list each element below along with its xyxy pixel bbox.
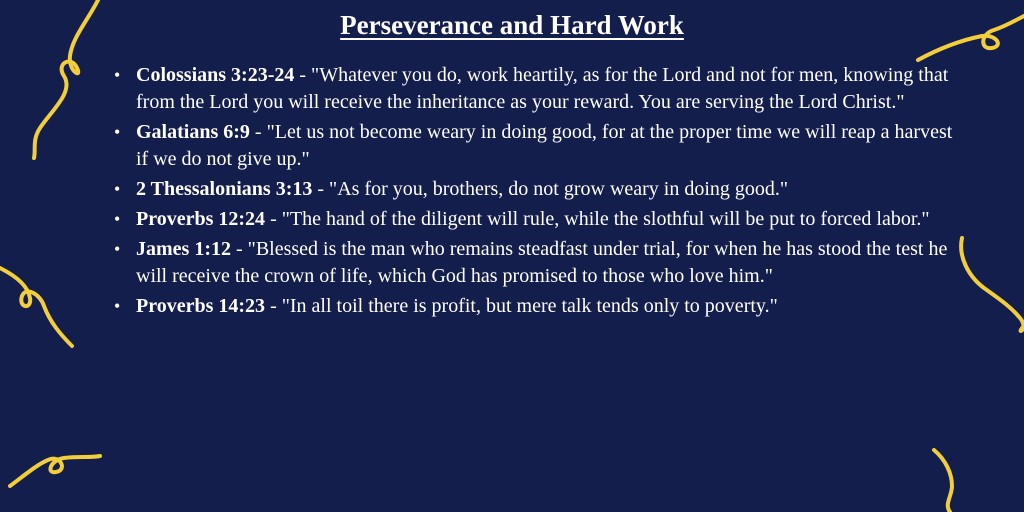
- list-item: [136, 119, 956, 173]
- verse-reference: Proverbs 14:23: [136, 295, 266, 317]
- list-item: [136, 62, 956, 116]
- ribbon-streamer-icon: [961, 238, 1024, 331]
- list-item: [136, 236, 956, 290]
- list-item: [136, 206, 956, 233]
- ribbon-streamer-icon: [934, 450, 952, 512]
- ribbon-streamer-icon: [10, 456, 100, 486]
- verse-list: [136, 62, 956, 323]
- ribbon-streamer-icon: [0, 268, 72, 346]
- verse-separator: -: [265, 295, 282, 317]
- page-title: Perseverance and Hard Work: [340, 10, 684, 40]
- verse-separator: -: [294, 64, 312, 86]
- verse-text: "The hand of the diligent will rule, while the slothful will be put to forced labor.": [281, 208, 930, 230]
- verse-separator: -: [230, 238, 248, 260]
- verse-reference: Colossians 3:23-24: [136, 64, 295, 86]
- verse-reference: Galatians 6:9: [136, 121, 250, 143]
- verse-text: "Whatever you do, work heartily, as for the Lord and not for men, knowing that from the Lord you will receive the inheritance as your reward. You are serving the Lord Christ.": [136, 64, 949, 113]
- verse-separator: -: [312, 178, 330, 200]
- verse-separator: -: [249, 121, 267, 143]
- verse-reference: 2 Thessalonians 3:13: [136, 178, 313, 200]
- verse-text: "Let us not become weary in doing good, for at the proper time we will reap a harvest if we do not give up.": [136, 121, 953, 170]
- list-item: [136, 176, 956, 203]
- verse-separator: -: [265, 208, 282, 230]
- verse-text: "As for you, brothers, do not grow weary in doing good.": [329, 178, 789, 200]
- verse-text: "Blessed is the man who remains steadfast under trial, for when he has stood the test he will receive the crown of life, which God has promised to those who love him.": [136, 238, 948, 287]
- verse-reference: James 1:12: [136, 238, 231, 260]
- list-item: [136, 293, 956, 320]
- verse-reference: Proverbs 12:24: [136, 208, 266, 230]
- verse-text: "In all toil there is profit, but mere talk tends only to poverty.": [281, 295, 778, 317]
